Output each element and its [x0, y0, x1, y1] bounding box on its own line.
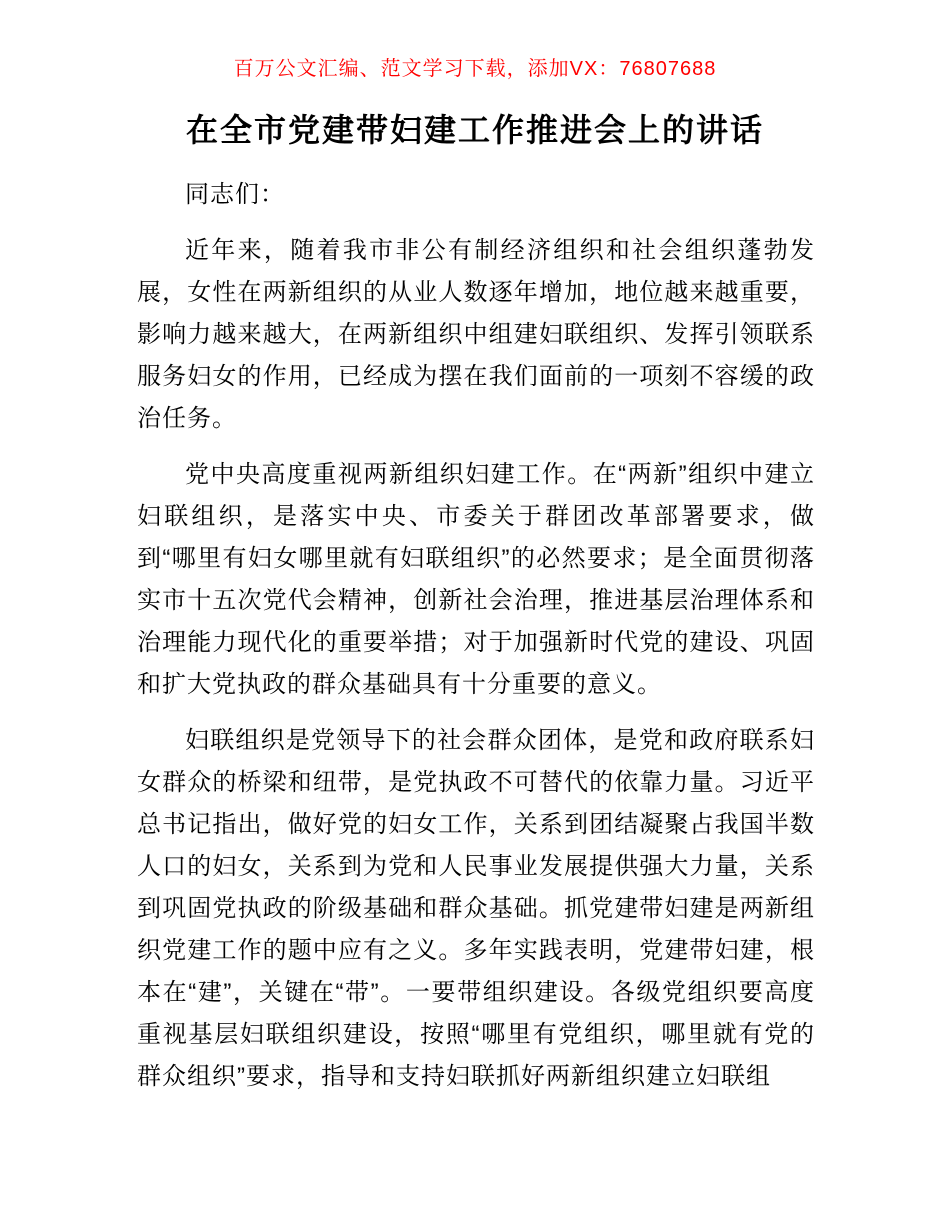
paragraph: 近年来，随着我市非公有制经济组织和社会组织蓬勃发展，女性在两新组织的从业人数逐年增加，地位越来越重要，影响力越来越大，在两新组织中组建妇联组织、发挥引领联系服务妇女的作用，已经成为摆在我们面前的一项刻不容缓的政治任务。 — [137, 237, 815, 433]
paragraph: 党中央高度重视两新组织妇建工作。在“两新”组织中建立妇联组织，是落实中央、市委关于群团改革部署要求，做到“哪里有妇女哪里就有妇联组织”的必然要求；是全面贯彻落实市十五次党代会精神，创新社会治理，推进基层治理体系和治理能力现代化的重要举措；对于加强新时代党的建设、巩固和扩大党执政的群众基础具有十分重要的意义。 — [137, 461, 815, 699]
header-promo-note: 百万公文汇编、范文学习下载，添加VX：76807688 — [233, 58, 717, 80]
page-title: 在全市党建带妇建工作推进会上的讲话 — [185, 112, 764, 148]
document-body — [137, 174, 815, 1098]
paragraph: 妇联组织是党领导下的社会群众团体，是党和政府联系妇女群众的桥梁和纽带，是党执政不可替代的依靠力量。习近平总书记指出，做好党的妇女工作，关系到团结凝聚占我国半数人口的妇女，关系到为党和人民事业发展提供强大力量，关系到巩固党执政的阶级基础和群众基础。抓党建带妇建是两新组织党建工作的题中应有之义。多年实践表明，党建带妇建，根本在“建”，关键在“带”。一要带组织建设。各级党组织要高度重视基层妇联组织建设，按照“哪里有党组织，哪里就有党的群众组织”要求，指导和支持妇联抓好两新组织建立妇联组 — [137, 727, 815, 1091]
paragraph-salutation: 同志们： — [185, 181, 285, 209]
